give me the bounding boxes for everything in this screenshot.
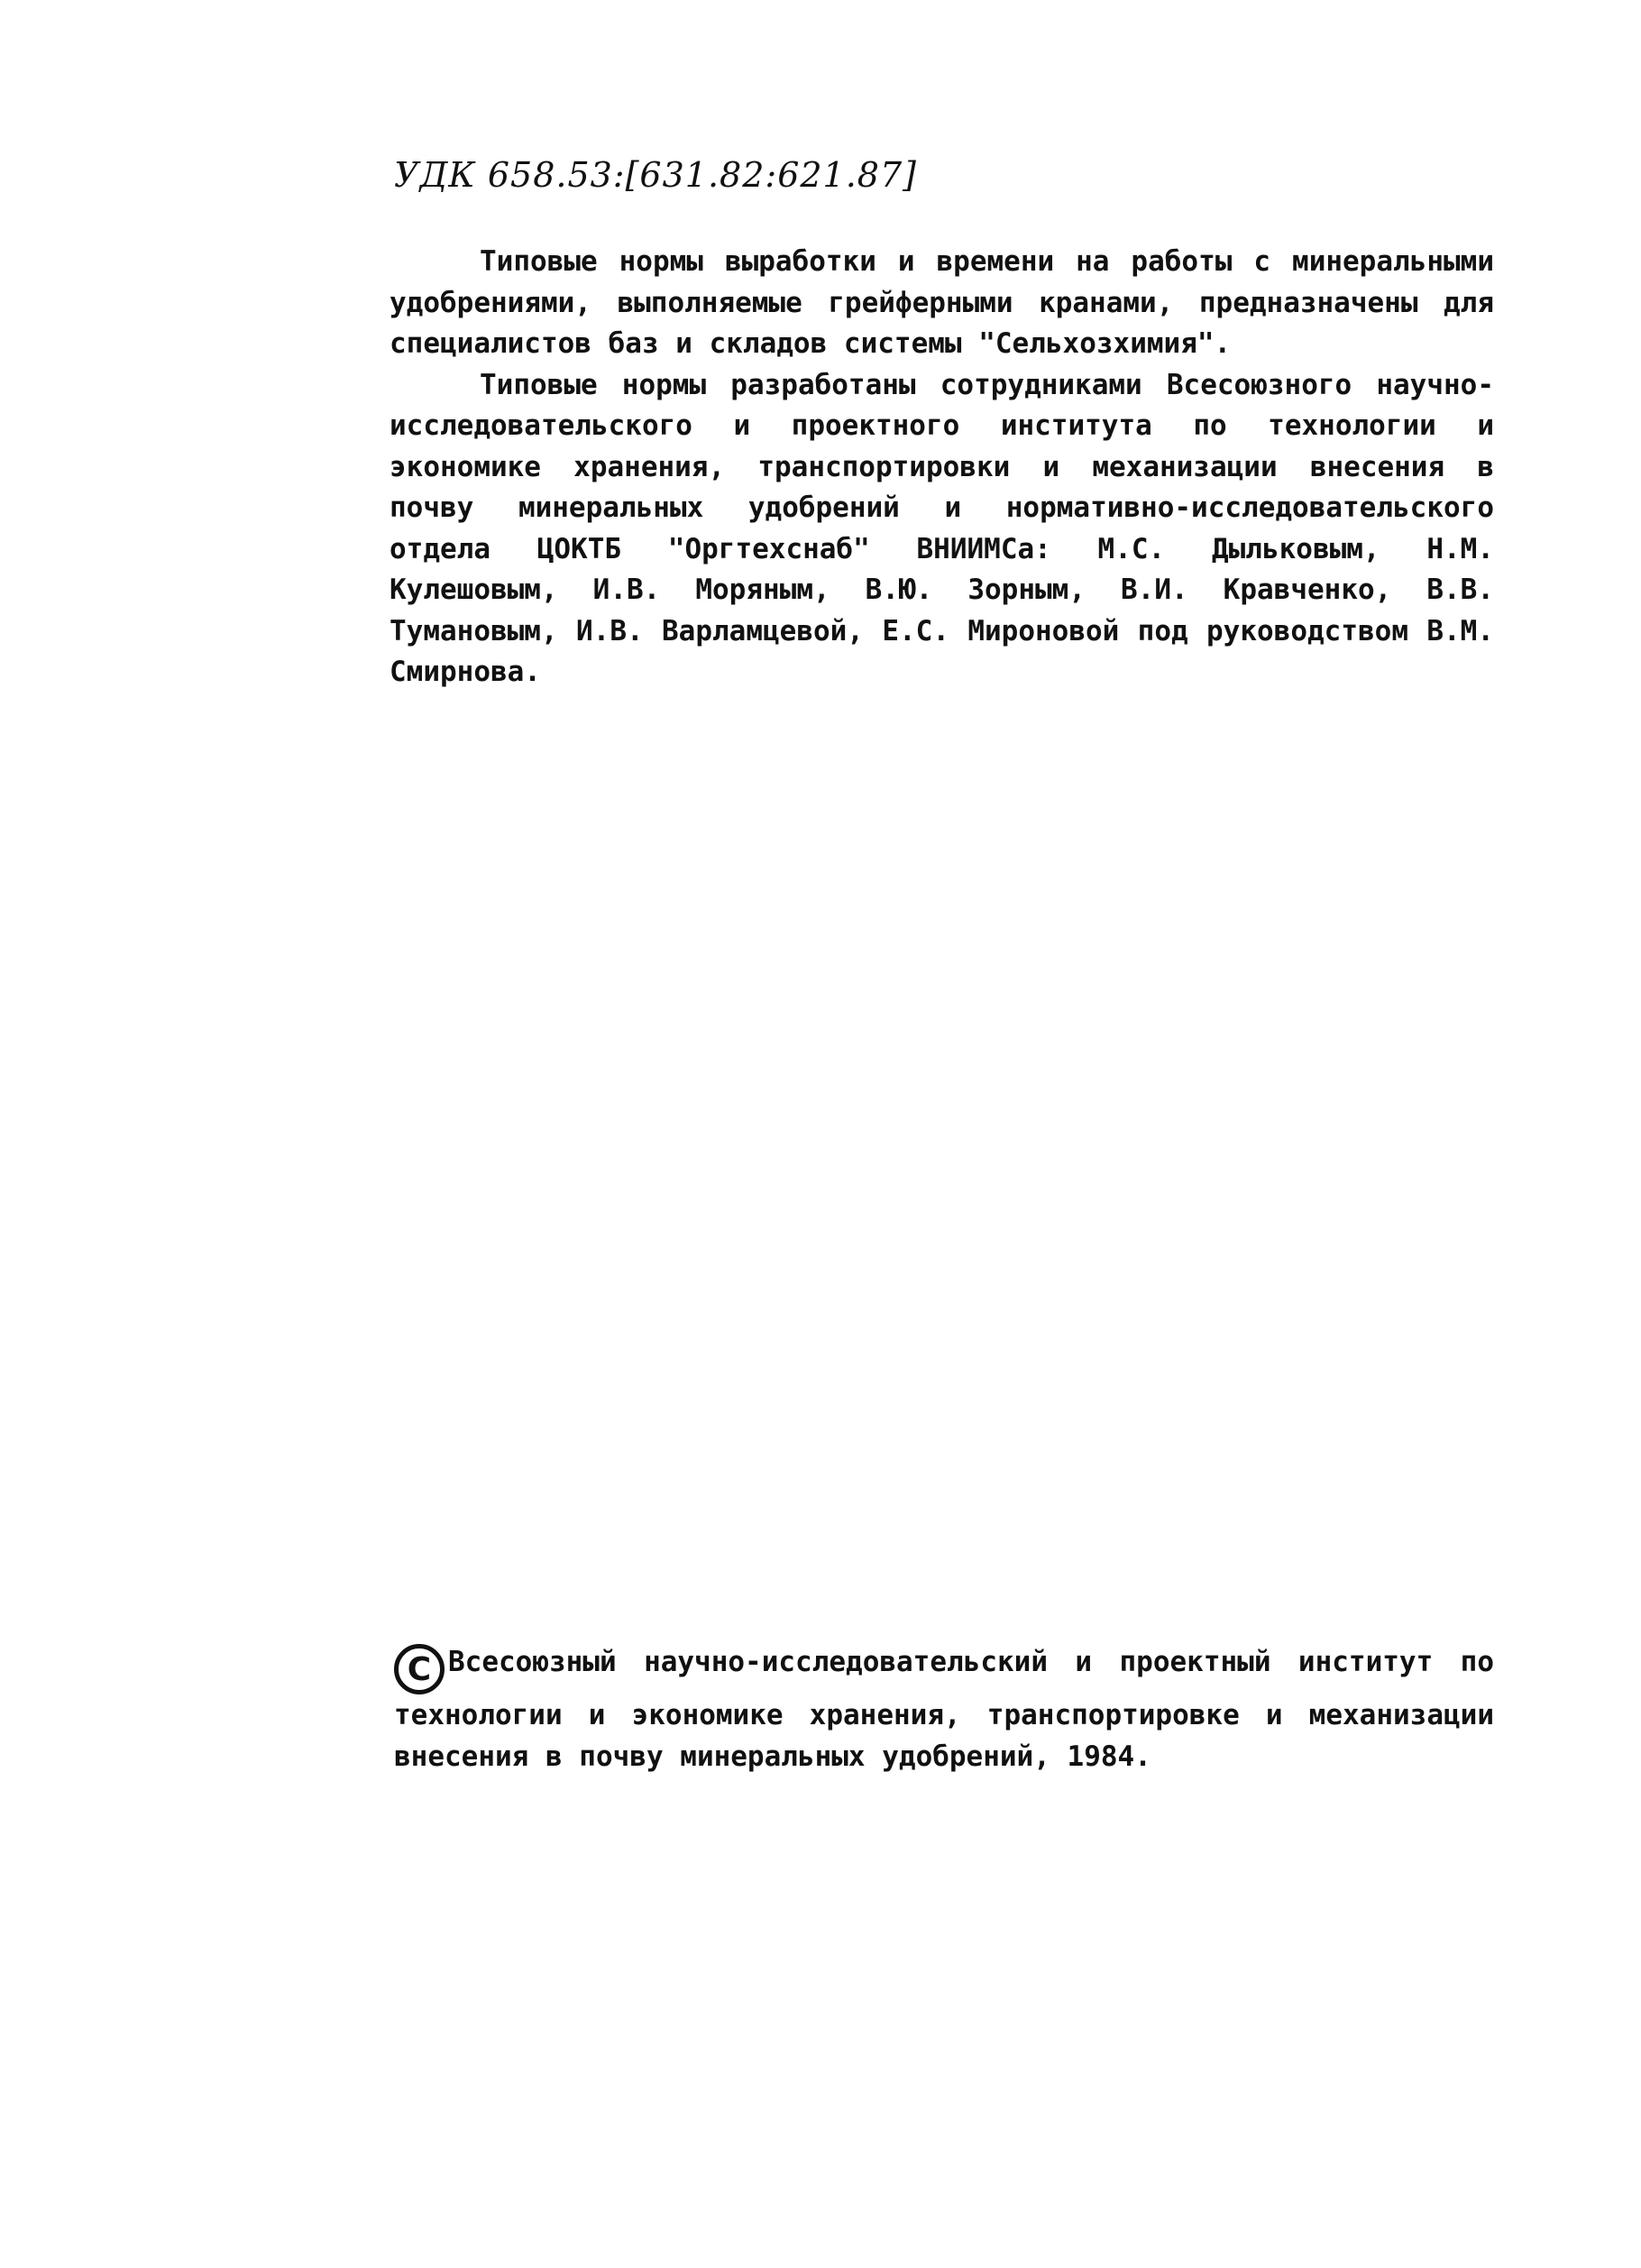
copyright-text: Всесоюзный научно-исследовательский и проектный институт по технологии и экономике хранения, транспортировке и механизации внесения в почву минеральных удобрений, 1984.: [394, 1646, 1494, 1773]
paragraph-authors: Типовые нормы разработаны сотрудниками Всесоюзного научно-исследовательского и проектного института по технологии и экономике хранения, транспортировки и механизации внесения в почву минеральных удобрений и нормативно-исследовательского отдела ЦОКТБ "Оргтехснаб" ВНИИМСа: М.С. Дыльковым, Н.М. Кулешовым, И.В. Моряным, В.Ю. Зорным, В.И. Кравченко, В.В. Тумановым, И.В. Варламцевой, Е.С. Мироновой под руководством В.М. Смирнова.: [390, 368, 1494, 688]
paragraph-purpose: Типовые нормы выработки и времени на работы с минеральными удобрениями, выполняемые грейферными кранами, предназначены для специалистов баз и складов системы "Сельхозхимия".: [390, 245, 1494, 360]
intro-text: [390, 242, 1494, 693]
copyright-notice: [394, 1641, 1494, 1777]
udc-code: УДК 658.53:[631.82:621.87]: [394, 155, 917, 195]
copyright-icon: C: [394, 1644, 445, 1694]
